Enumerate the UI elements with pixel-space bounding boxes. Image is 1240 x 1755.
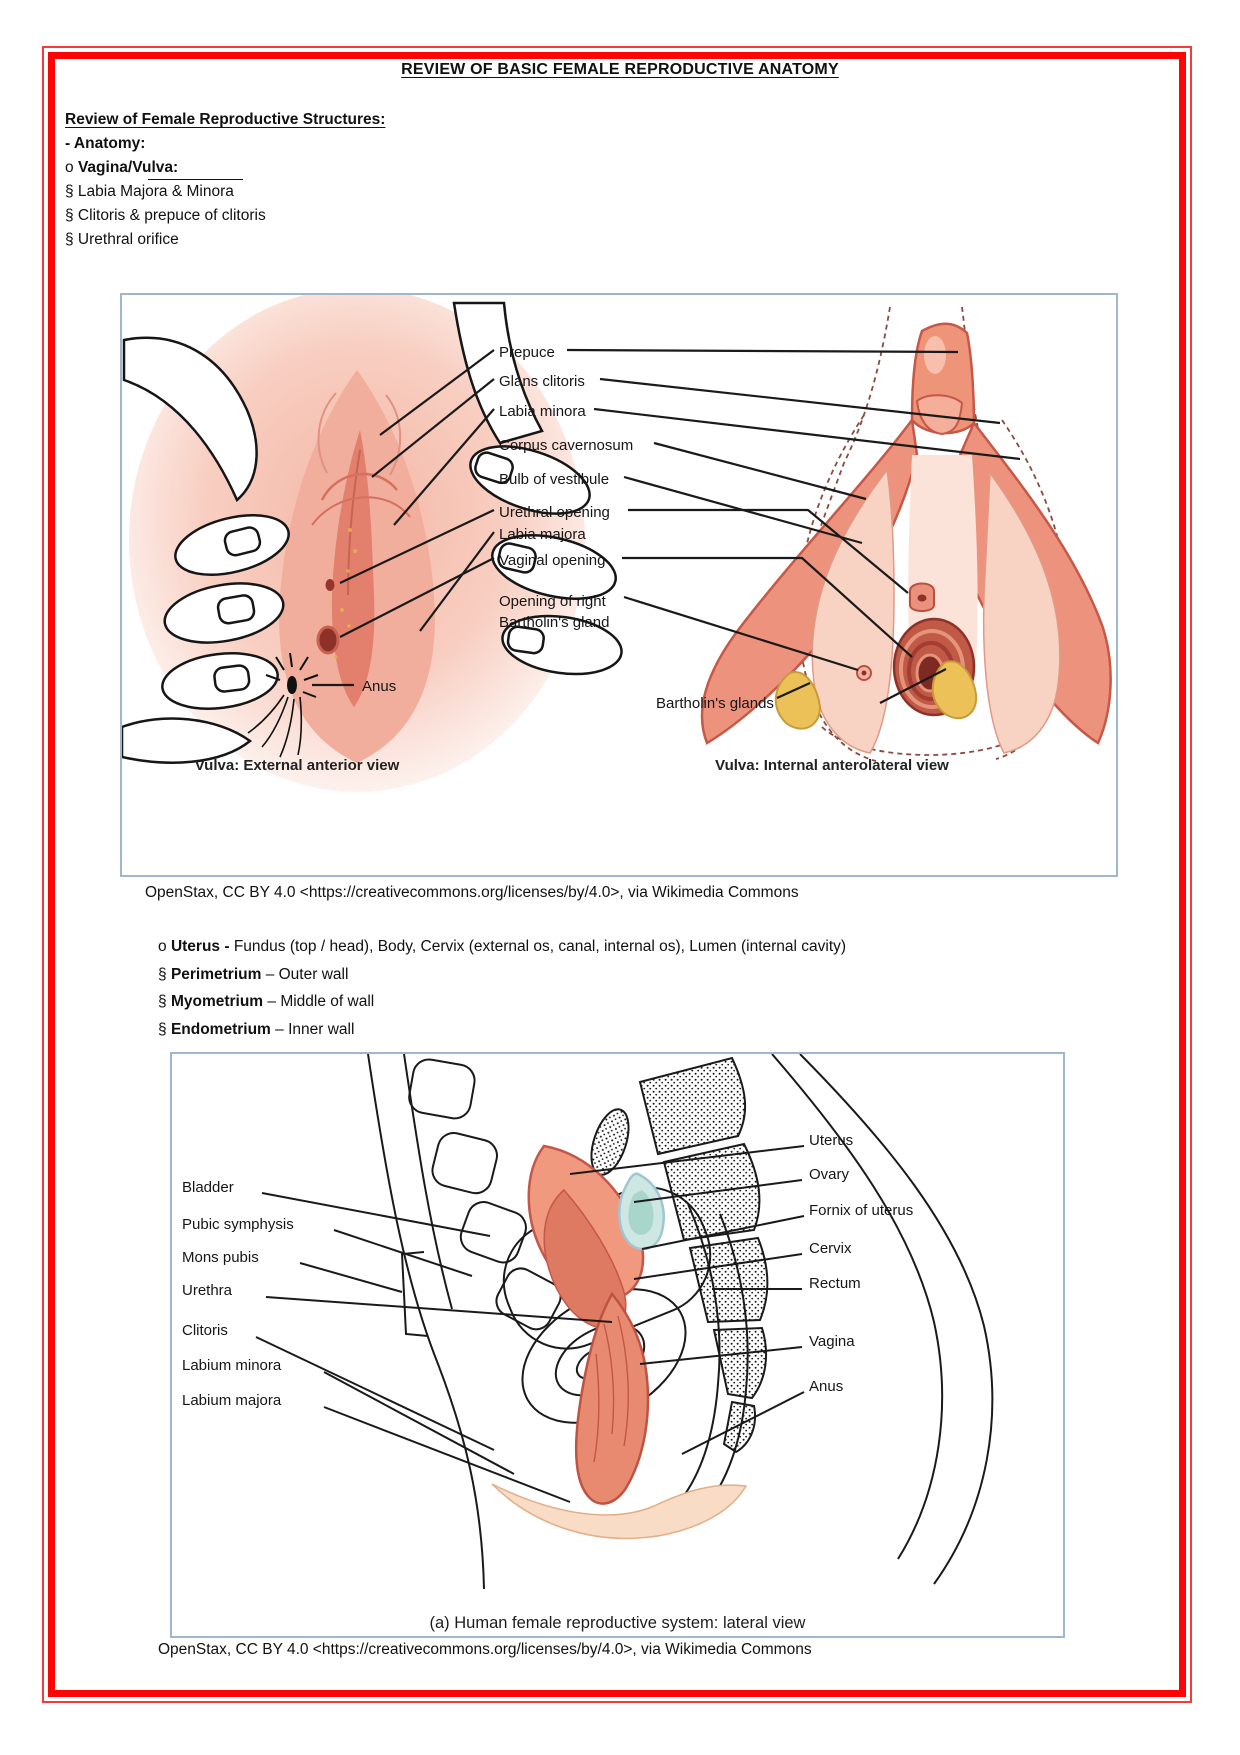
myometrium-line: § Myometrium – Middle of wall xyxy=(158,993,375,1010)
label-labium-majora: Labium majora xyxy=(182,1392,282,1409)
bullet-urethral: § Urethral orifice xyxy=(65,231,179,248)
anatomy-underline-decoration xyxy=(148,179,243,180)
endometrium-line: § Endometrium – Inner wall xyxy=(158,1020,355,1038)
label-urethral-opening: Urethral opening xyxy=(499,504,610,521)
caption-lateral-view: (a) Human female reproductive system: lateral view xyxy=(429,1614,806,1632)
label-anus: Anus xyxy=(362,678,397,695)
label-fornix-of-uterus: Fornix of uterus xyxy=(809,1202,914,1219)
label-labium-minora: Labium minora xyxy=(182,1357,282,1374)
label-anus-2: Anus xyxy=(809,1378,844,1395)
intro-section xyxy=(65,108,385,252)
anatomy-line: - Anatomy: xyxy=(65,135,146,152)
label-uterus: Uterus xyxy=(809,1132,854,1149)
label-bulb-of-vestibule: Bulb of vestibule xyxy=(499,471,610,488)
bullet-labia: § Labia Majora & Minora xyxy=(65,183,234,200)
label-bladder: Bladder xyxy=(182,1179,234,1196)
label-rectum: Rectum xyxy=(809,1275,861,1292)
label-opening-right-bartholin: Opening of right Bartholin's gland xyxy=(499,593,610,631)
figure-lateral-view xyxy=(170,1052,1065,1638)
label-urethra: Urethra xyxy=(182,1282,233,1299)
attribution-2: OpenStax, CC BY 4.0 <https://creativecommons.org/licenses/by/4.0>, via Wikimedia Commons xyxy=(158,1641,812,1658)
label-pubic-symphysis: Pubic symphysis xyxy=(182,1216,294,1233)
lateral-illustration xyxy=(172,1054,1063,1636)
label-cervix: Cervix xyxy=(809,1240,852,1257)
label-bartholins-glands: Bartholin's glands xyxy=(656,695,774,712)
attribution-1: OpenStax, CC BY 4.0 <https://creativecommons.org/licenses/by/4.0>, via Wikimedia Commons xyxy=(145,884,799,901)
label-mons-pubis: Mons pubis xyxy=(182,1249,259,1266)
label-vagina: Vagina xyxy=(809,1333,855,1350)
label-ovary: Ovary xyxy=(809,1166,850,1183)
caption-internal-view: Vulva: Internal anterolateral view xyxy=(715,757,949,774)
vulva-line: o Vagina/Vulva: xyxy=(65,159,179,176)
label-corpus-cavernosum: Corpus cavernosum xyxy=(499,437,634,454)
label-labia-minora: Labia minora xyxy=(499,403,586,420)
label-clitoris: Clitoris xyxy=(182,1322,228,1339)
vulva-label: Vagina/Vulva: xyxy=(77,159,179,176)
perimetrium-line: § Perimetrium – Outer wall xyxy=(158,965,349,983)
anatomy-label: Anatomy: xyxy=(73,135,146,152)
page-title xyxy=(0,61,1240,79)
label-glans-clitoris: Glans clitoris xyxy=(499,373,585,390)
bullet-clitoris: § Clitoris & prepuce of clitoris xyxy=(65,207,266,224)
label-vaginal-opening: Vaginal opening xyxy=(499,552,606,569)
caption-external-view: Vulva: External anterior view xyxy=(194,757,400,774)
uterus-line: o Uterus - Fundus (top / head), Body, Cervix (external os, canal, internal os), Lumen (internal cavity) xyxy=(158,938,847,955)
intro-heading: Review of Female Reproductive Structures: xyxy=(65,111,386,128)
label-prepuce: Prepuce xyxy=(499,344,555,361)
page-title-text: REVIEW OF BASIC FEMALE REPRODUCTIVE ANATOMY xyxy=(401,61,839,78)
vulva-illustration xyxy=(122,295,1116,875)
figure-vulva xyxy=(120,293,1118,877)
uterus-section xyxy=(158,933,846,1043)
label-labia-majora: Labia majora xyxy=(499,526,586,543)
